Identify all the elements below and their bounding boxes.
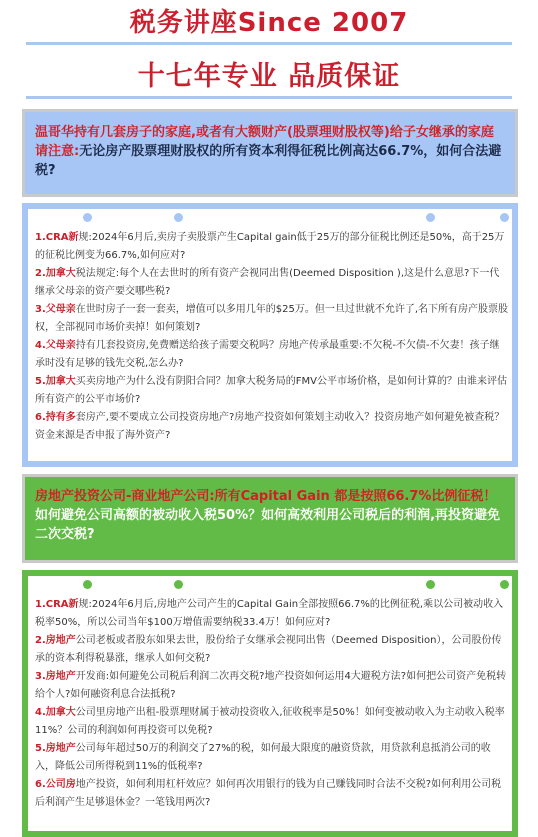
list-item [35,776,509,811]
dot-icon [500,580,509,589]
company-notice-box [22,474,518,563]
list-item-lead: 5.房地产 [35,743,76,754]
list-item-text: 公司老板或者股东如果去世，股份给子女继承会视同出售（Deemed Disposition），公司股份传承的资本利得税暴涨，继承人如何交税? [35,635,502,664]
question-list-personal [22,203,518,467]
decorative-dots [28,213,512,225]
dot-icon [500,213,509,222]
decorative-dots [28,580,512,592]
notice-text [35,123,505,180]
list-item-text: 公司每年超过50万的利润交了27%的税，如何最大限度的融资贷款，用贷款利息抵消公司的收入，降低公司所得税到11%的低税率? [35,743,491,772]
divider [26,42,512,45]
list-item-lead: 1.CRA新 [35,599,79,610]
company-notice-red-text: 房地产投资公司-商业地产公司:所有Capital Gain 都是按照66.7%比例征税！ [35,489,497,504]
list-item-lead: 4.父母亲 [35,340,76,351]
dot-icon [426,213,435,222]
question-list-panel [28,209,512,461]
dot-icon [426,580,435,589]
question-list-company [22,570,518,837]
list-item-text: 在世时房子一套一套卖，增值可以多用几年的$25万。但一旦过世就不允许了,名下所有房产股票股权，全部视同市场价卖掉！如何策划? [35,304,509,333]
dot-icon [83,580,92,589]
dot-icon [174,580,183,589]
list-item-text: 地产投资，如何利用杠杆效应？如何再次用银行的钱为自己赚钱同时合法不交税?如何利用公司税后利润产生足够退休金？一笔钱用两次? [35,779,502,808]
header-subtitle: 十七年专业 品质保证 [137,61,401,92]
list-item [35,668,509,703]
list-item-lead: 2.加拿大 [35,268,76,279]
list-item-text: 买卖房地产为什么没有阴阳合同？加拿大税务局的FMV公平市场价格，是如何计算的？由谁来评估所有资产的公平市场价? [35,376,507,405]
list-item [35,632,509,667]
list-item-text: 规:2024年6月后,卖房子卖股票产生Capital gain低于25万的部分征税比例还是50%，高于25万的征税比例变为66.7%,如何应对? [35,232,505,261]
company-notice-white-text: 如何避免公司高额的被动收入税50%？如何高效利用公司税后的利润,再投资避免二次交税? [35,508,501,542]
dot-icon [83,213,92,222]
question-list-panel [28,576,512,831]
list-item [35,229,509,264]
list-item [35,265,509,300]
list-item [35,301,509,336]
list-item-lead: 3.父母亲 [35,304,76,315]
list-item-text: 套房产,要不要成立公司投资房地产?房地产投资如何策划主动收入？投资房地产如何避免被查税？资金来源是否申报了海外资产? [35,412,505,441]
list-item-text: 开发商:如何避免公司税后利润二次再交税?地产投资如何运用4大避税方法?如何把公司资产免税转给个人?如何融资利息合法抵税? [35,671,507,700]
list-item-text: 税法规定:每个人在去世时的所有资产会视同出售(Deemed Disposition ),这是什么意思?下一代继承父母亲的资产要交哪些税? [35,268,500,297]
list-item-text: 持有几套投资房,免费赠送给孩子需要交税吗？房地产传承最重要:不欠税-不欠债-不欠妻！孩子继承时没有足够的钱先交税,怎么办? [35,340,500,369]
notice-red-text: 温哥华持有几套房子的家庭,或者有大额财产(股票理财股权等)给子女继承的家庭请注意: [35,125,494,159]
divider [26,96,512,99]
dot-icon [174,213,183,222]
list-item-lead: 1.CRA新 [35,232,79,243]
list-item [35,740,509,775]
list-item-lead: 3.房地产 [35,671,76,682]
header-title: 税务讲座Since 2007 [129,8,409,38]
list-item [35,409,509,444]
company-notice-text [35,487,505,544]
list-item-lead: 4.加拿大 [35,707,76,718]
list-item [35,373,509,408]
list-item-text: 公司里房地产出租-股票理财属于被动投资收入,征收税率是50%！如何变被动收入为主动收入税率11%？公司的利润如何再投资可以免税? [35,707,505,736]
list-item [35,704,509,739]
list-item-lead: 5.加拿大 [35,376,76,387]
list-item-text: 规:2024年6月后,房地产公司产生的Capital Gain全部按照66.7%的比例征税,乘以公司被动收入税率50%，所以公司当年$100万增值需要纳税33.4万！如何应对? [35,599,504,628]
list-item [35,337,509,372]
list-item-lead: 6.持有多 [35,412,76,423]
list-item-lead: 6.公司房 [35,779,76,790]
list-item-lead: 2.房地产 [35,635,76,646]
notice-box [22,109,518,197]
list-item [35,596,509,631]
notice-black-text: 无论房产股票理财股权的所有资本利得征税比例高达66.7%，如何合法避税? [35,144,502,178]
